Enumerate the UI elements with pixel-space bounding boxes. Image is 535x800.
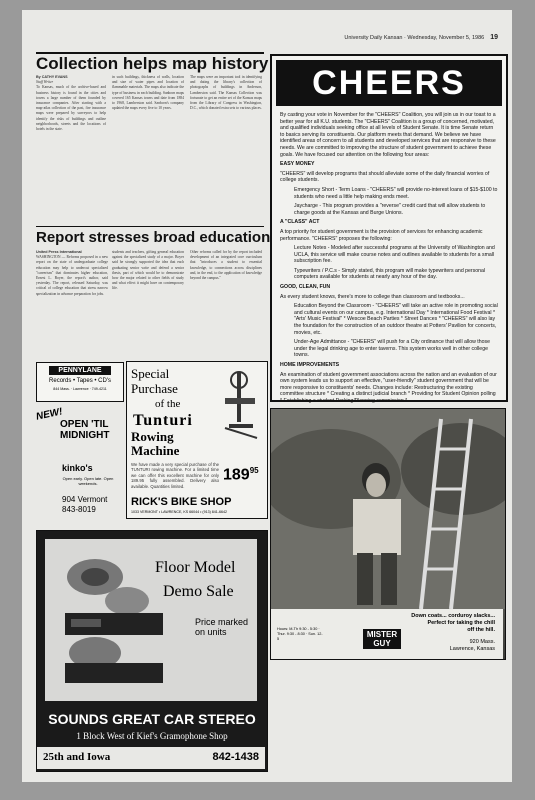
page-header [344,34,498,41]
photo-caption [411,613,495,634]
kinkos-address: 904 Vermont [62,495,108,504]
article1-byline: By CATHY EVANS [36,75,68,79]
rick-address: 1033 VERMONT • LAWRENCE, KS 66044 • (913) 841-6642 [131,510,227,514]
caption-line1: Down coats... corduroy slacks... [411,613,495,619]
page-number: 19 [490,34,498,41]
pennylane-ad [36,362,124,402]
rick-price-dollars: 189 [223,466,250,484]
kinkos-phone: 843-8019 [62,505,96,514]
caption-line3: off the hill. [467,627,495,633]
store-logo: MISTER GUY [363,629,401,649]
cheers-title: CHEERS [312,64,466,102]
floor-title2: Demo Sale [163,583,234,600]
cheers-sec4-body: An examination of student government associations across the nation and an evaluation of our own system leads us to support an effective, "user-friendly" student government that will be more responsive to constituents' needs. Changes include: Restructuring the existing committee structure * Creating a distinct judicial branch * Providing for Student Opinion polling * Establishing a student Parking/Planning commission * [280,371,497,404]
kinkos-ad [36,403,122,517]
cheers-sec2-a: Lecture Notes - Modeled after successful programs at the University of Washington and UCLA, this service will make course notes and outlines available to students for a small subscription fee. [294,245,495,265]
cheers-sec3-body: As every student knows, there's more to college than classroom and textbooks... [280,293,465,300]
mister-guy-ad [270,408,506,660]
photo-illustration [271,409,505,609]
rick-price-cents: 95 [249,466,259,475]
caption-line2: Perfect for taking the chill [427,620,495,626]
floor-location: 25th and Iowa [43,751,111,763]
pennylane-name: PENNYLANE [49,366,111,375]
article1-byline2: Staff Writer [36,80,54,85]
floor-phone: 842-1438 [212,751,259,763]
article1-col2: in such buildings, thickness of walls, location and size of water pipes and location of flammable materials. The maps also indicate the type of business in each building. Sanborn maps covered 165 Kansas towns and date from 1884 to 1968, Lamberston said. Sanborn's company updated the maps every five to 10 years. [112,75,184,111]
store-address [450,639,495,653]
sounds-great-ad [36,530,268,772]
city-line: Lawrence, Kansas [449,646,495,652]
cheers-intro: By casting your vote in November for the "CHEERS" Coalition, you will join us in our toast to a better year for all K.U. students. The "CHEERS" Coalition is a group of concerned, motivated, and qualified individuals seeking office at all levels of Student Senate. It is time Senate return to basics serving its constituents. Our platform meets that demand. We believe we have identified areas of concern to all students and developed services that are responsive to these needs. We are committed to improving the structure of student government to achieve these goals. We have focused our attention on the following four areas: [280,112,496,158]
photo-ad-footer [271,609,503,659]
cheers-header [276,60,502,106]
floor-name: SOUNDS GREAT CAR STEREO [48,711,256,727]
article2-headline: Report stresses broad education [36,229,271,246]
kinkos-name: kinko's [62,463,93,473]
store-hours: Hours: M-Th 9:30 - 5:30 · Thur. 9:30 - 8:30 · Sun. 12-5 [277,627,323,641]
speaker-icon [55,551,175,691]
article2-col1 [36,250,108,297]
article2-byline: United Press International [36,250,82,254]
article1-col1 [36,75,106,132]
pennylane-tag: Records • Tapes • CD's [49,378,111,384]
floor-title1: Floor Model [155,559,236,576]
floor-subtitle: 1 Block West of Kief's Gramophone Shop [76,731,228,741]
cheers-sec2-b: Typewriters / P.C.s - Simply stated, this program will make typewriters and personal computers available for students at nearly any hour of the day. [294,267,486,281]
rick-price [223,466,259,484]
cheers-ad [270,54,508,402]
article2-col1-text: WASHINGTON — Reforms proposed in a new report on the state of undergraduate college education may help to undercut specialized "careerism" that dominates higher education, Ernest L. Boyer, the report's author, said yesterday. The report, released Saturday, was critical of college education that stress narrow specialization in advance preparation for jobs. [36,255,108,296]
cheers-sec3: GOOD, CLEAN, FUN [280,284,331,291]
article2-col3: Other reforms called for by the report included development of an integrated core curriculum that "introduces a student to essential knowledge, to connections across disciplines and, in the end, to the application of knowledge beyond the campus." [190,250,262,281]
article2-col2: students and teachers, gifting general education against the specialized study of a major. Boyer said he strongly supported the idea that each graduating senior write and defend a senior thesis, part of which would be to demonstrate how the major related to other fields of study and what effect it might have on contemporary life. [112,250,184,291]
rick-title2: of the [155,398,181,410]
cheers-sec3-a: Education Beyond the Classroom - "CHEERS" will take an active role in promoting social and cultural events on our campus, e.g. International Day * International Food Festival * "Arts' Music Festival" * Wescoe Beach Parties * Street Dances * "CHEERS" will also lay the foundation for the construction of an outdoor theatre at Potters' Pavilion for concerts, movies, etc. [294,303,498,336]
new-badge: NEW! [35,406,64,423]
rick-title4: Rowing Machine [131,429,180,458]
cheers-sec2: A "CLASS" ACT [280,219,320,226]
rick-body: We have made a very special purchase of the TUNTURI rowing machine. For a limited time we can offer this excellent machine for only 189.95 fully assembled. Delivery also available. Quantities limited. [131,462,219,489]
article1-col3: The maps were an important tool in identifying and dating the library's collection of photographs of buildings in Anderson, Lamberston said. The Kansas Collection was fortunate to get an entire set of the Kansas maps from the Library of Congress in Washington, D.C., which donated extra sets to various places. [190,75,262,111]
kinkos-open: OPEN 'TIL MIDNIGHT [60,419,110,441]
rick-name: RICK'S BIKE SHOP [131,496,232,508]
pennylane-address: 844 Mass. · Lawrence · 749-4211 [53,387,107,391]
cheers-sec3-b: Under-Age Admittance - "CHEERS" will push for a City ordinance that will allow those under the legal drinking age to enter taverns. This system works well in other college towns. [294,339,490,359]
address-line: 920 Mass. [469,639,495,645]
ricks-bike-shop-ad [126,361,268,519]
cheers-sec1: EASY MONEY [280,161,315,168]
cheers-sec1-a: Emergency Short - Term Loans - "CHEERS" will provide no-interest loans of $15-$100 to students who need a little help making ends meet. [294,186,498,200]
article1-headline: Collection helps map history [36,54,269,73]
cheers-sec1-body: "CHEERS" will develop programs that should alleviate some of the daily financial worries of college students. [280,170,490,184]
floor-bottom [37,747,265,769]
masthead: University Daily Kansan · Wednesday, November 5, 1986 [344,35,485,41]
cheers-sec4: HOME IMPROVEMENTS [280,362,340,368]
cheers-sec2-body: A top priority for student government is the provision of services for enhancing academic performance. "CHEERS" proposes the following: [280,228,483,242]
rick-title3: Tunturi [133,412,193,429]
cheers-body [280,112,498,417]
floor-note: Price marked on units [195,617,249,637]
ad-panel [45,539,257,701]
rowing-machine-icon [219,368,263,442]
rick-title1: Special Purchase [131,366,178,396]
cheers-sec1-b: Jaycharge - This program provides a "reverse" credit card that will allow students to charge goods at the Kansas and Burge Unions. [294,203,486,216]
kinkos-hours: Open early. Open late. Open weekends. [62,476,114,486]
article1-col1-text: To Kansas, much of the archive-based and business history is found in the cities and towns a large number of them founded by insurance companies. After starting with a map-atlas collection of the past, fire insurance maps were prepared by surveyors to help identify the risks of buildings and outline neighborhoods, streets and the locations of hotels in the state. [36,85,106,132]
divider [36,226,264,227]
newspaper-page [22,10,512,782]
